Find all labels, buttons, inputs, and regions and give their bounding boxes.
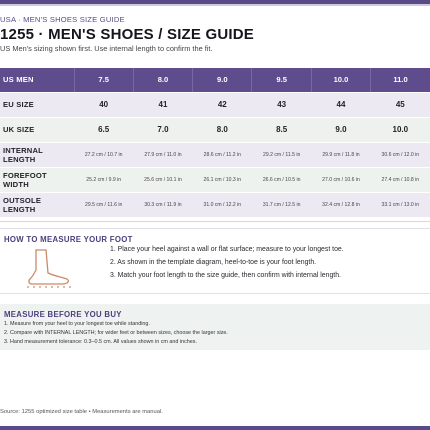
table-row-uk-size [0, 117, 430, 142]
table-cell: 29.5 cm / 11.6 in [74, 192, 133, 217]
row-label: INTERNAL LENGTH [0, 142, 74, 167]
size-table [0, 68, 430, 218]
table-cell: 6.5 [74, 117, 133, 142]
table-row-outsole-length [0, 192, 430, 217]
table-cell: 42 [193, 92, 252, 117]
table-cell: 44 [311, 92, 370, 117]
section-divider [0, 221, 430, 222]
table-row-eu-size [0, 92, 430, 117]
bottom-accent-bar [0, 426, 430, 430]
row-label: EU SIZE [0, 92, 74, 117]
table-cell: 9.0 [311, 117, 370, 142]
buy-tip: 1. Measure from your heel to your longest toe while standing. [4, 321, 150, 327]
us-size-cell: 11.0 [371, 68, 430, 92]
foot-measure-icon [22, 246, 78, 290]
table-cell: 30.3 cm / 11.9 in [133, 192, 192, 217]
us-size-cell: 8.0 [133, 68, 192, 92]
row-label: OUTSOLE LENGTH [0, 192, 74, 217]
table-cell: 27.0 cm / 10.6 in [311, 167, 370, 192]
table-row-forefoot-width [0, 167, 430, 192]
us-size-cell: 9.5 [252, 68, 311, 92]
table-cell: 33.1 cm / 13.0 in [371, 192, 430, 217]
table-cell: 26.6 cm / 10.5 in [252, 167, 311, 192]
measure-before-buy-title: MEASURE BEFORE YOU BUY [4, 310, 122, 319]
us-size-cell: 10.0 [311, 68, 370, 92]
how-to-measure-section [0, 228, 430, 294]
table-cell: 31.0 cm / 12.2 in [193, 192, 252, 217]
table-cell: 32.4 cm / 12.8 in [311, 192, 370, 217]
table-cell: 26.1 cm / 10.3 in [193, 167, 252, 192]
row-label: UK SIZE [0, 117, 74, 142]
top-accent-bar-thin [0, 4, 430, 6]
table-cell: 41 [133, 92, 192, 117]
buy-tip: 2. Compare with INTERNAL LENGTH; for wider feet or between sizes, choose the larger size. [4, 330, 228, 336]
measure-step: 1. Place your heel against a wall or flat surface; measure to your longest toe. [110, 246, 344, 253]
measure-step: 3. Match your foot length to the size guide, then confirm with internal length. [110, 272, 341, 279]
table-cell: 43 [252, 92, 311, 117]
table-cell: 29.9 cm / 11.8 in [311, 142, 370, 167]
table-cell: 10.0 [371, 117, 430, 142]
page-subtitle: US Men's sizing shown first. Use internal length to confirm the fit. [0, 44, 213, 53]
us-size-cell: 7.5 [74, 68, 133, 92]
table-cell: 30.6 cm / 12.0 in [371, 142, 430, 167]
table-cell: 45 [371, 92, 430, 117]
table-cell: 7.0 [133, 117, 192, 142]
how-to-measure-title: HOW TO MEASURE YOUR FOOT [4, 235, 133, 244]
breadcrumb: USA · MEN'S SHOES SIZE GUIDE [0, 15, 125, 24]
table-cell: 25.6 cm / 10.1 in [133, 167, 192, 192]
table-cell: 28.6 cm / 11.2 in [193, 142, 252, 167]
table-header-row [0, 68, 430, 92]
table-cell: 27.2 cm / 10.7 in [74, 142, 133, 167]
source-footnote: Source: 1255 optimized size table • Measurements are manual. [0, 409, 163, 415]
us-size-cell: 9.0 [193, 68, 252, 92]
table-row-internal-length [0, 142, 430, 167]
table-cell: 31.7 cm / 12.5 in [252, 192, 311, 217]
row-label: FOREFOOT WIDTH [0, 167, 74, 192]
page-title: 1255 · MEN'S SHOES / SIZE GUIDE [0, 26, 255, 43]
measure-step: 2. As shown in the template diagram, heel-to-toe is your foot length. [110, 259, 317, 266]
table-cell: 8.0 [193, 117, 252, 142]
header-label-us-men: US MEN [0, 68, 74, 92]
measure-before-buy-section [0, 304, 430, 350]
table-cell: 40 [74, 92, 133, 117]
table-cell: 25.2 cm / 9.9 in [74, 167, 133, 192]
buy-tip: 3. Hand measurement tolerance: 0.3–0.5 cm. All values shown in cm and inches. [4, 339, 197, 345]
table-cell: 27.9 cm / 11.0 in [133, 142, 192, 167]
table-cell: 27.4 cm / 10.8 in [371, 167, 430, 192]
table-cell: 29.2 cm / 11.5 in [252, 142, 311, 167]
table-cell: 8.5 [252, 117, 311, 142]
